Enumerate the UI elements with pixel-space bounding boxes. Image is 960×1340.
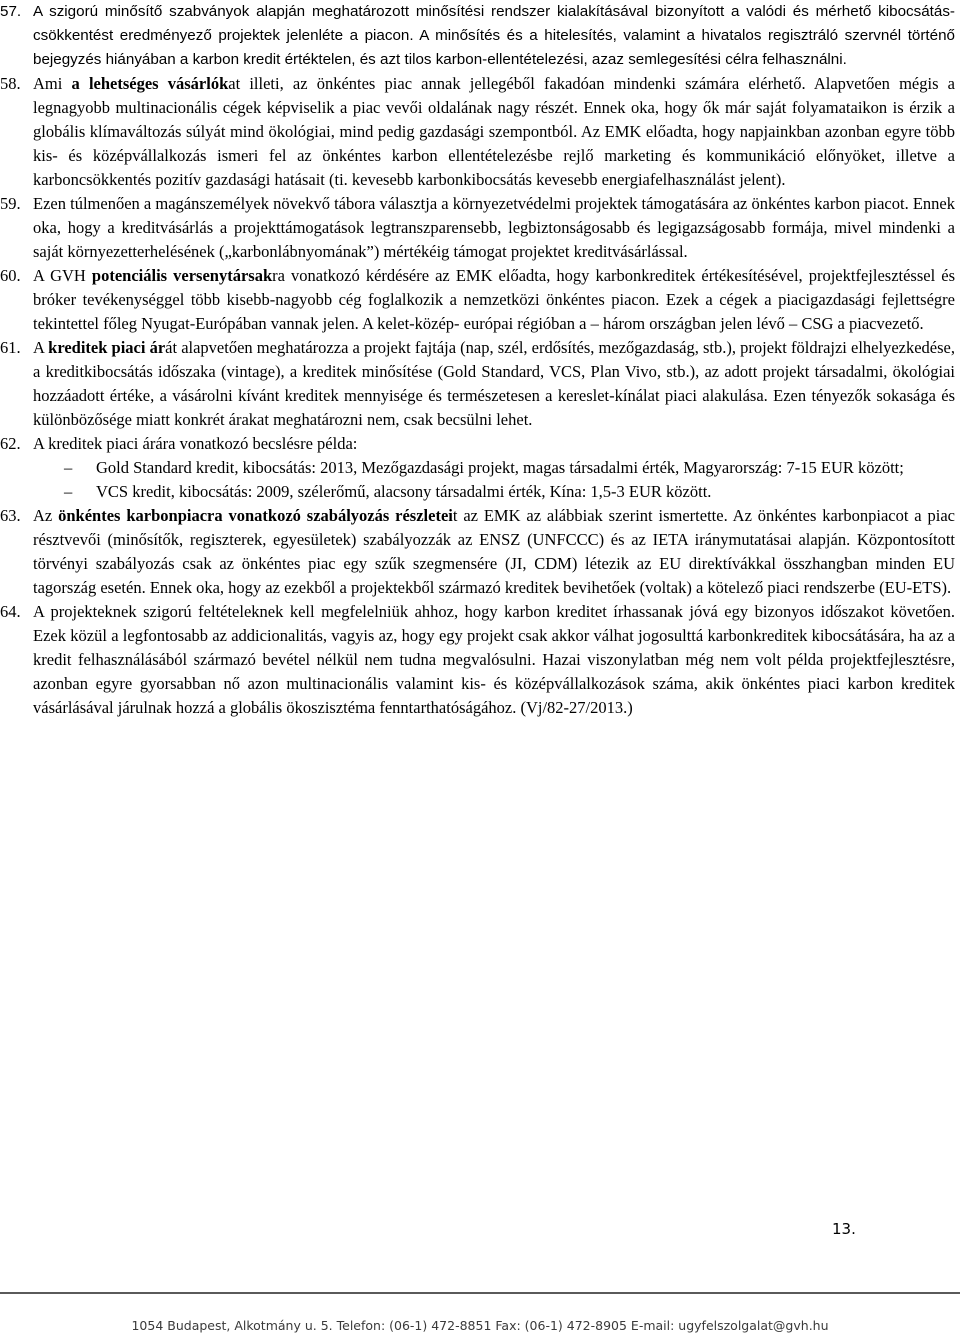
dash-bullet: –: [64, 458, 73, 477]
paragraph-text: Ami: [33, 74, 72, 93]
paragraph-number: 63.: [0, 506, 21, 525]
paragraph-number: 61.: [0, 338, 21, 357]
paragraph-text: ra vonatkozó kérdésére az EMK előadta, hogy karbonkreditek értékesítésével, projektfejlesztéssel és bróker tevékenységgel több kisebb-nagyobb cég foglalkozik a nemzetközi önkéntes piacon. Ezek a cégek a piacigazdasági fejlettségre tekintettel főleg Nyugat-Európában vannak jelen. A kelet-közép- európai régióban a – három országban jelen lévő – CSG a piacvezető.: [33, 266, 955, 333]
emphasized-text: a lehetséges vásárlók: [71, 74, 229, 93]
paragraph-text: A GVH: [33, 266, 92, 285]
price-example-item: [0, 480, 955, 504]
paragraph-text: at illeti, az önkéntes piac annak jellegéből fakadóan mindenki számára elérhető. Alapvetően mégis a legnagyobb multinacionális cégek képviselik a piac vevői oldalának nagy részét. Ennek oka, hogy ők már saját folyamataikon is érzik a globális klímaváltozás súlyát mind ökológiai, mind pedig gazdasági szempontból. Az EMK előadta, hogy napjainkban azonban egyre több kis- és középvállalkozás ismeri fel az önkéntes karbon ellentételezésbe rejlő marketing és kommunikáció előnyöket, illetve a karboncsökkentés pozitív gazdasági hatásait (ti. kevesebb karbonkibocsátás kevesebb energiafelhasználást jelent).: [33, 74, 955, 189]
paragraph-number: 57.: [0, 3, 22, 20]
paragraph-text: át alapvetően meghatározza a projekt fajtája (nap, szél, erdősítés, mezőgazdaság, stb.), projekt földrajzi elhelyezkedése, a kreditkibocsátás időszaka (vintage), a kreditek minősítése (Gold Standard, VCS, Plan Vivo, stb.), az adott projekt társadalmi, ökológiai hozzáadott értéke, a vásárolni kívánt kreditek mennyisége és természetesen a kereslet-kínálat piaci alakulása. Ezen tényezők sokasága és különbözősége miatt konkrét árakat meghatározni nem, csak becsülni lehet.: [33, 338, 955, 429]
example-text: Gold Standard kredit, kibocsátás: 2013, Mezőgazdasági projekt, magas társadalmi érték, Magyarország: 7-15 EUR között;: [96, 458, 904, 477]
emphasized-text: kreditek piaci ár: [48, 338, 166, 357]
emphasized-text: önkéntes karbonpiacra vonatkozó szabályozás részletei: [58, 506, 453, 525]
paragraph-number: 58.: [0, 74, 21, 93]
price-example-item: [0, 456, 955, 480]
emphasized-text: potenciális versenytársak: [91, 266, 273, 285]
footer-contact: 1054 Budapest, Alkotmány u. 5. Telefon: (06-1) 472-8851 Fax: (06-1) 472-8905 E-mail: ugyfelszolgalat@gvh.hu: [131, 1318, 829, 1333]
footer-divider: [0, 1292, 960, 1294]
paragraph-61: [0, 336, 955, 432]
paragraph-58: [0, 72, 955, 192]
paragraph-59: [0, 192, 955, 264]
paragraph-number: 60.: [0, 266, 21, 285]
paragraph-number: 62.: [0, 434, 21, 453]
page-number: 13.: [832, 1220, 856, 1238]
paragraph-63: [0, 504, 955, 600]
paragraph-text: Az: [33, 506, 59, 525]
paragraph-text: Ezen túlmenően a magánszemélyek növekvő tábora választja a környezetvédelmi projektek támogatására az önkéntes karbon piacot. Ennek oka, hogy a kreditvásárlás a projekttámogatások legtranszparensebb, legbiztonságosabb és legigazságosabb formája, mivel mindenki a saját környezetterhelésének („karbonlábnyomának”) mértékéig támogat projektet kreditvásárlással.: [33, 194, 955, 261]
paragraph-number: 59.: [0, 194, 21, 213]
paragraph-text: t az EMK az alábbiak szerint ismertette. Az önkéntes karbonpiacot a piac résztvevői (minősítők, regiszterek, egyesületek) szabályozzák az ENSZ (UNFCCC) és az IETA iránymutatásai alapján. Központosított törvényi szabályozás csak az önkéntes piac egy szűk szegmensére (JI, CDM) létezik az EU direktívákkal összhangban minden EU tagország esetén. Ennek oka, hogy az ezekből a projektekből származó kreditek bevihetőek (voltak) a kötelező piaci rendszerbe (EU-ETS).: [33, 506, 955, 597]
paragraph-text: A projekteknek szigorú feltételeknek kell megfelelniük ahhoz, hogy karbon kreditet írhassanak jóvá egy bizonyos időszakot követően. Ezek közül a legfontosabb az addicionalitás, vagyis az, hogy egy projekt csak akkor válhat jogosulttá karbonkreditek kibocsátására, ha az a kredit felhasználásából származó bevétel nélkül nem tudna megvalósulni. Hazai viszonylatban még nem volt példa projektfejlesztésre, azonban egyre gyorsabban nő azon multinacionális valamint kis- és középvállalkozások száma, akik önkéntes piaci karbon kreditek vásárlásával járulnak hozzá a globális ökoszisztéma fenntarthatóságához. (Vj/82-27/2013.): [33, 602, 955, 717]
paragraph-text: A: [33, 338, 49, 357]
paragraph-60: [0, 264, 955, 336]
paragraph-number: 64.: [0, 602, 21, 621]
paragraph-64: [0, 600, 955, 720]
paragraph-62: [0, 432, 955, 456]
paragraph-text: A kreditek piaci árára vonatkozó becslésre példa:: [33, 434, 358, 453]
paragraph-text: A szigorú minősítő szabványok alapján meghatározott minősítési rendszer kialakításával bizonyított a valódi és mérhető kibocsátás-csökkentést eredményező projektek jelenléte a piacon. A minősítés és a hitelesítés, valamint a hivatalos regisztráló szervnél történő bejegyzés hiányában a karbon kredit értéktelen, és azt tilos karbon-ellentételezési, azaz semlegesítési célra felhasználni.: [33, 3, 955, 68]
price-example-list: [0, 456, 955, 504]
paragraph-57: [0, 0, 955, 72]
dash-bullet: –: [64, 482, 73, 501]
example-text: VCS kredit, kibocsátás: 2009, szélerőmű, alacsony társadalmi érték, Kína: 1,5-3 EUR között.: [96, 482, 712, 501]
